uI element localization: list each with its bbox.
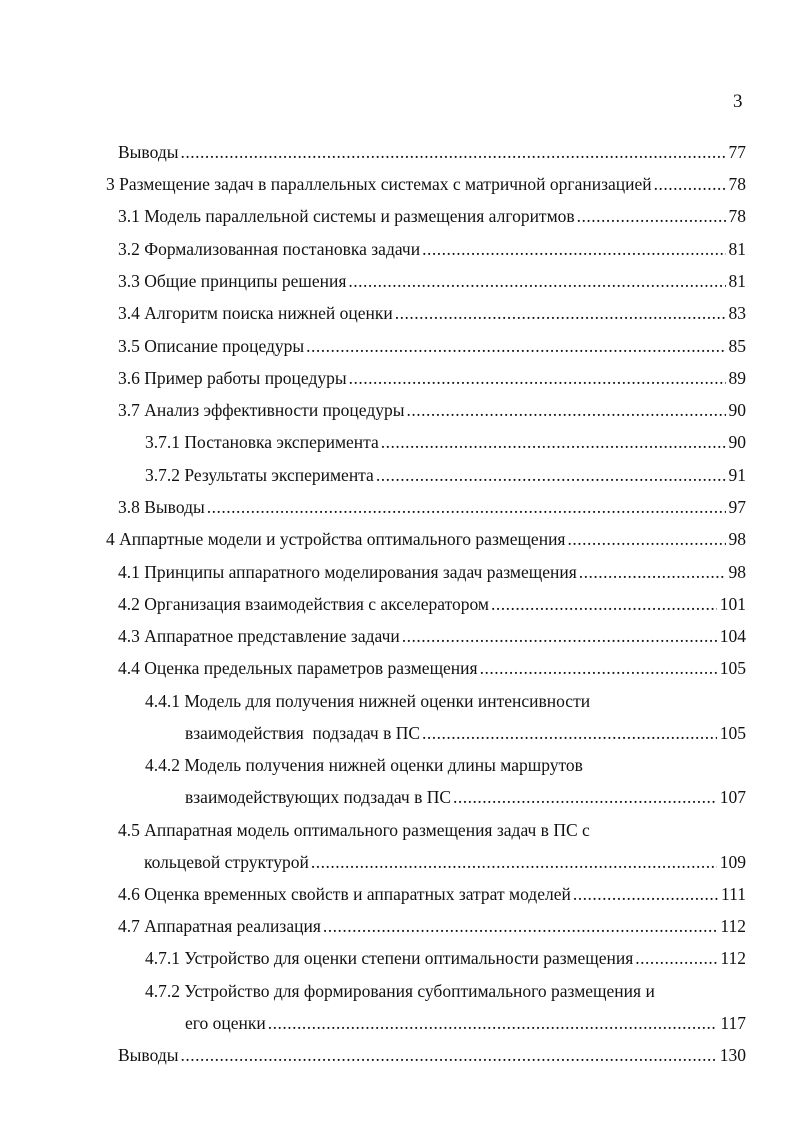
toc-entry-page: 85 bbox=[728, 336, 746, 356]
toc-entry-page: 101 bbox=[719, 594, 746, 614]
toc-entry bbox=[118, 882, 746, 906]
toc-entry bbox=[118, 334, 746, 358]
toc-entry-title: 4.5 Аппаратная модель оптимального размещения задач в ПС с bbox=[118, 820, 590, 840]
toc-entry-page: 117 bbox=[720, 1013, 746, 1033]
toc-entry-title: 4.4.2 Модель получения нижней оценки длины маршрутов bbox=[145, 755, 583, 775]
toc-entry-title: 4.6 Оценка временных свойств и аппаратных затрат моделей bbox=[118, 884, 571, 904]
toc-entry bbox=[118, 656, 746, 680]
toc-entry-title: 4.4 Оценка предельных параметров размещения bbox=[118, 658, 478, 678]
toc-entry bbox=[145, 979, 746, 1035]
toc-entry-page: 97 bbox=[728, 497, 746, 517]
toc-entry-title: 4.2 Организация взаимодействия с акселератором bbox=[118, 594, 489, 614]
toc-entry bbox=[145, 463, 746, 487]
leader-dots bbox=[349, 366, 726, 390]
leader-dots bbox=[480, 656, 717, 680]
toc-entry-title: 4.7.2 Устройство для формирования субоптимального размещения и bbox=[145, 981, 655, 1001]
toc-entry-title: 3.7 Анализ эффективности процедуры bbox=[118, 400, 405, 420]
toc-entry-title: 3.6 Пример работы процедуры bbox=[118, 368, 347, 388]
toc-entry bbox=[118, 818, 746, 874]
leader-dots bbox=[491, 592, 717, 616]
leader-dots bbox=[635, 946, 717, 970]
leader-dots bbox=[306, 334, 725, 358]
toc-entry-title-continuation: его оценки bbox=[185, 1013, 266, 1033]
leader-dots bbox=[577, 204, 726, 228]
leader-dots bbox=[180, 1043, 716, 1067]
leader-dots bbox=[311, 850, 717, 874]
toc-entry-title: 4.3 Аппаратное представление задачи bbox=[118, 626, 400, 646]
toc-entry-title: Выводы bbox=[118, 142, 179, 162]
toc-entry-title: 3.1 Модель параллельной системы и размещения алгоритмов bbox=[118, 206, 575, 226]
toc-entry-title-continuation: взаимодействующих подзадач в ПС bbox=[185, 787, 452, 807]
toc-entry-page: 109 bbox=[719, 852, 746, 872]
toc-entry-title: 4.7 Аппаратная реализация bbox=[118, 916, 321, 936]
page-number: 3 bbox=[733, 91, 743, 112]
toc-entry-title: 3 Размещение задач в параллельных системах с матричной организацией bbox=[106, 174, 652, 194]
toc-entry-page: 90 bbox=[728, 432, 746, 452]
leader-dots bbox=[422, 721, 717, 745]
leader-dots bbox=[407, 398, 726, 422]
toc-entry bbox=[145, 753, 746, 809]
toc-entry bbox=[118, 624, 746, 648]
toc-entry-title: 3.7.1 Постановка эксперимента bbox=[145, 432, 379, 452]
leader-dots bbox=[180, 140, 725, 164]
toc-entry-page: 98 bbox=[728, 562, 746, 582]
toc-entry-title: 3.4 Алгоритм поиска нижней оценки bbox=[118, 303, 393, 323]
toc-entry-page: 98 bbox=[728, 529, 746, 549]
toc-entry-page: 90 bbox=[728, 400, 746, 420]
toc-entry-title: 4 Аппартные модели и устройства оптимального размещения bbox=[106, 529, 566, 549]
toc-entry-page: 89 bbox=[728, 368, 746, 388]
toc-entry-page: 91 bbox=[728, 465, 746, 485]
toc-entry-page: 78 bbox=[728, 174, 746, 194]
toc-entry-title: 3.2 Формализованная постановка задачи bbox=[118, 239, 421, 259]
toc-entry-title-continuation: взаимодействия подзадач в ПС bbox=[185, 723, 421, 743]
toc-entry-page: 105 bbox=[719, 723, 746, 743]
toc-entry-page: 83 bbox=[728, 303, 746, 323]
leader-dots bbox=[348, 269, 725, 293]
leader-dots bbox=[567, 527, 725, 551]
toc-entry-page: 78 bbox=[728, 206, 746, 226]
toc-entry bbox=[106, 527, 746, 551]
toc-entry bbox=[118, 914, 746, 938]
leader-dots bbox=[268, 1011, 718, 1035]
toc-entry-page: 105 bbox=[719, 658, 746, 678]
toc-entry-page: 81 bbox=[728, 239, 746, 259]
toc-entry-title: 3.7.2 Результаты эксперимента bbox=[145, 465, 374, 485]
toc-entry-page: 112 bbox=[720, 948, 746, 968]
toc-entry-page: 112 bbox=[720, 916, 746, 936]
toc-entry bbox=[118, 366, 746, 390]
leader-dots bbox=[453, 785, 717, 809]
toc-entry bbox=[118, 398, 746, 422]
toc-entry bbox=[118, 269, 746, 293]
toc-entry bbox=[118, 140, 746, 164]
toc-entry bbox=[118, 592, 746, 616]
toc-entry bbox=[145, 689, 746, 745]
toc-entry bbox=[118, 495, 746, 519]
toc-entry bbox=[118, 1043, 746, 1067]
toc-entry-title: 4.4.1 Модель для получения нижней оценки интенсивности bbox=[145, 691, 591, 711]
toc-entry-title: 3.8 Выводы bbox=[118, 497, 205, 517]
leader-dots bbox=[402, 624, 717, 648]
leader-dots bbox=[381, 430, 726, 454]
leader-dots bbox=[376, 463, 726, 487]
leader-dots bbox=[395, 301, 726, 325]
toc-entry-page: 81 bbox=[728, 271, 746, 291]
leader-dots bbox=[573, 882, 718, 906]
toc-entry bbox=[118, 301, 746, 325]
leader-dots bbox=[654, 172, 726, 196]
toc-entry-page: 107 bbox=[719, 787, 746, 807]
toc-entry-title: 3.5 Описание процедуры bbox=[118, 336, 305, 356]
toc-entry bbox=[118, 204, 746, 228]
toc-entry-title: 3.3 Общие принципы решения bbox=[118, 271, 347, 291]
toc-entry-title-continuation: кольцевой структурой bbox=[144, 852, 309, 872]
toc-entry-page: 77 bbox=[728, 142, 746, 162]
toc-entry bbox=[118, 560, 746, 584]
leader-dots bbox=[422, 237, 725, 261]
toc-entry bbox=[118, 237, 746, 261]
toc-entry-title: 4.7.1 Устройство для оценки степени оптимальности размещения bbox=[145, 948, 634, 968]
leader-dots bbox=[579, 560, 726, 584]
toc-entry-page: 104 bbox=[719, 626, 746, 646]
toc-entry bbox=[145, 946, 746, 970]
toc-entry-page: 111 bbox=[721, 884, 746, 904]
leader-dots bbox=[207, 495, 726, 519]
leader-dots bbox=[323, 914, 718, 938]
toc-entry bbox=[106, 172, 746, 196]
toc-entry-title: Выводы bbox=[118, 1045, 179, 1065]
toc-entry-title: 4.1 Принципы аппаратного моделирования задач размещения bbox=[118, 562, 577, 582]
toc-entry-page: 130 bbox=[719, 1045, 746, 1065]
toc-entry bbox=[145, 430, 746, 454]
